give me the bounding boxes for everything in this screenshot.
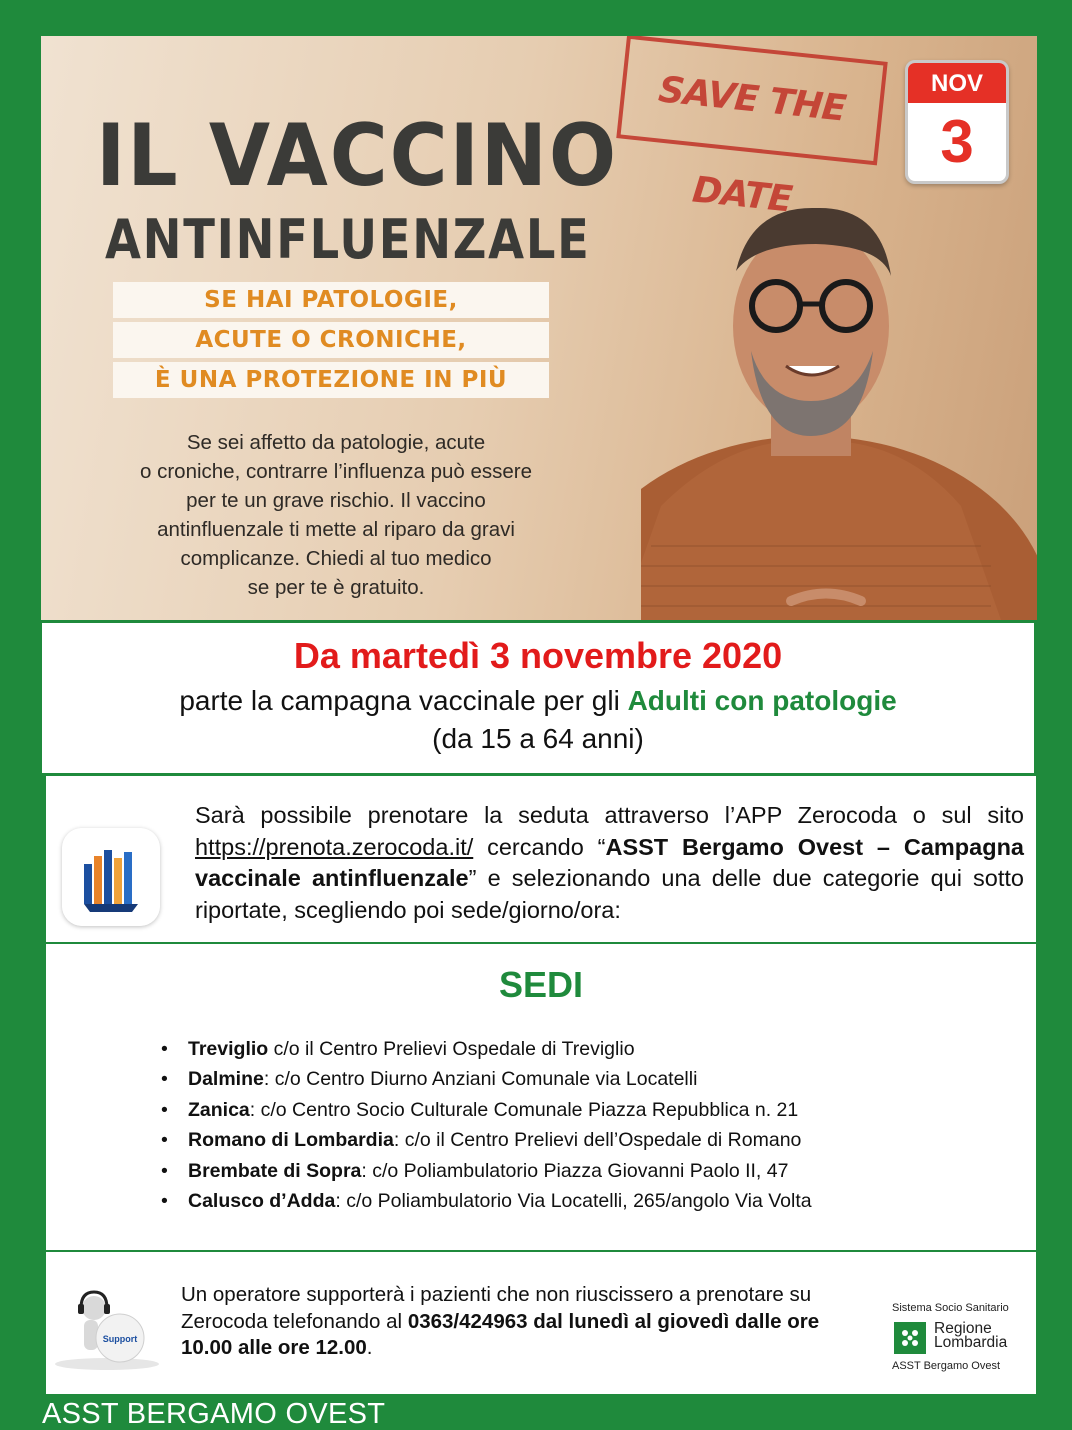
booking-text: cercando “	[473, 833, 606, 860]
sede-address: : c/o Poliambulatorio Via Locatelli, 265/angolo Via Volta	[335, 1189, 812, 1212]
hero-badge: ACUTE O CRONICHE,	[113, 322, 549, 358]
sede-name: Treviglio	[188, 1038, 269, 1060]
hero-subtitle: ANTINFLUENZALE	[105, 208, 591, 271]
logo-region-line: Lombardia	[934, 1334, 1008, 1351]
hero-description-line: Se sei affetto da patologie, acute	[186, 431, 486, 454]
logo-asst-label: ASST Bergamo Ovest	[892, 1360, 1001, 1372]
hero-description-line: per te un grave rischio. Il vaccino	[186, 489, 486, 512]
calendar-icon	[905, 60, 1009, 184]
hero-banner	[41, 36, 1037, 620]
campaign-target-highlight: Adulti con patologie	[627, 685, 897, 716]
sede-address: : c/o Centro Socio Culturale Comunale Piazza Repubblica n. 21	[249, 1098, 799, 1121]
list-item	[188, 1038, 812, 1068]
sede-name: Dalmine	[188, 1068, 264, 1091]
sede-address: : c/o Centro Diurno Anziani Comunale via Locatelli	[263, 1068, 698, 1091]
man-portrait-image	[641, 186, 1037, 620]
support-headset-icon	[54, 1286, 160, 1370]
campaign-age-range: (da 15 a 64 anni)	[432, 723, 644, 754]
campaign-target-text: parte la campagna vaccinale per gli	[179, 685, 628, 716]
booking-text: ” e selezionando una delle due categorie qui sotto riportate, scegliendo poi sede/giorno/ora:	[195, 865, 1024, 923]
hero-description-line: o croniche, contrarre l’influenza può essere	[140, 460, 532, 483]
save-the-date-stamp: SAVE THE DATE	[616, 36, 887, 165]
logo-region-line: Regione	[934, 1320, 992, 1337]
info-panel	[46, 776, 1036, 1394]
hero-badges	[113, 282, 549, 402]
calendar-month: NOV	[908, 63, 1006, 103]
zerocoda-link[interactable]: https://prenota.zerocoda.it/	[195, 833, 474, 860]
campaign-target	[42, 685, 1034, 717]
logo-system-label: Sistema Socio Sanitario	[892, 1302, 1009, 1314]
booking-instructions	[195, 800, 1024, 926]
hero-badge: È UNA PROTEZIONE IN PIÙ	[113, 362, 549, 398]
footer-title: ASST BERGAMO OVEST	[42, 1398, 386, 1430]
list-item	[188, 1129, 812, 1159]
list-item	[188, 1160, 812, 1190]
booking-search-term: ASST Bergamo Ovest – Campagna vaccinale antinfluenzale	[195, 833, 1024, 891]
sede-name: Romano di Lombardia	[188, 1129, 394, 1152]
booking-section	[46, 776, 1036, 944]
sede-address: : c/o il Centro Prelievi dell’Ospedale di Romano	[393, 1129, 802, 1152]
section-divider	[46, 1250, 1036, 1252]
list-item	[188, 1068, 812, 1098]
support-phone-hours: 0363/424963 dal lunedì al giovedì dalle ore 10.00 alle ore 12.00	[181, 1309, 820, 1359]
logo-region-name	[934, 1322, 1007, 1350]
hero-description-line: se per te è gratuito.	[247, 576, 425, 599]
campaign-start-date: Da martedì 3 novembre 2020	[293, 635, 783, 676]
hero-description	[111, 428, 561, 602]
support-text: .	[366, 1336, 373, 1359]
support-text: Un operatore supporterà i pazienti che non riuscissero a prenotare su Zerocoda telefonando al	[181, 1283, 812, 1333]
booking-text: Sarà possibile prenotare la seduta attraverso l’APP Zerocoda o sul sito	[195, 802, 1024, 828]
zerocoda-app-icon[interactable]	[62, 828, 160, 926]
lombardia-rose-icon	[894, 1322, 926, 1354]
list-item	[188, 1190, 812, 1220]
sede-name: Brembate di Sopra	[188, 1159, 362, 1182]
list-item	[188, 1099, 812, 1129]
support-icon-label: Support	[102, 1334, 138, 1344]
sede-name: Calusco d’Adda	[188, 1189, 336, 1212]
hero-badge: SE HAI PATOLOGIE,	[113, 282, 549, 318]
hero-description-line: complicanze. Chiedi al tuo medico	[180, 547, 492, 570]
campaign-announcement	[39, 620, 1037, 776]
sede-address: : c/o Poliambulatorio Piazza Giovanni Paolo II, 47	[361, 1159, 789, 1182]
sede-name: Zanica	[188, 1098, 250, 1121]
support-info	[181, 1282, 871, 1362]
hero-title: IL VACCINO	[96, 106, 618, 206]
calendar-day: 3	[940, 108, 974, 175]
sede-address: c/o il Centro Prelievi Ospedale di Treviglio	[268, 1038, 635, 1060]
regione-lombardia-logo	[892, 1302, 1022, 1376]
hero-description-line: antinfluenzale ti mette al riparo da gravi	[157, 518, 515, 541]
sedi-list	[188, 1038, 812, 1220]
sedi-heading: SEDI	[498, 964, 584, 1005]
